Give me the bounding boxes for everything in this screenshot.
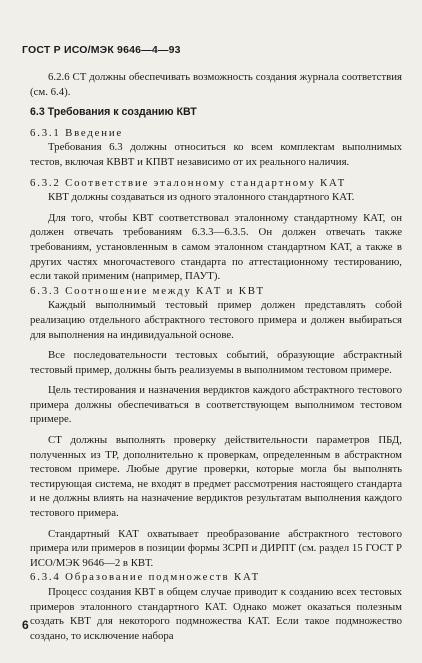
paragraph: Каждый выполнимый тестовый пример должен представлять собой реализацию отдельного абстрактного тестового примера и должен выбираться для выполнения на индивидуальной основе. [30, 299, 402, 341]
subsection-6-3-2-heading: 6.3.2 Соответствие эталонному стандартному КАТ [30, 176, 347, 189]
page-number: 6 [22, 618, 29, 632]
paragraph: Процесс создания КВТ в общем случае приводит к созданию всех тестовых примеров эталонного стандартного КАТ. Однако может оказаться полезным создать КВТ для некоторого подмножества КАТ. Если такое подмножество создано, то исключение набора [30, 586, 402, 642]
paragraph: КВТ должны создаваться из одного эталонного стандартного КАТ. [48, 191, 355, 204]
subsection-6-3-1-heading: 6.3.1 Введение [30, 126, 124, 139]
paragraph: Стандартный КАТ охватывает преобразование абстрактного тестового примера или примеров в позиции формы ЗСРП и ДИРПТ (см. раздел 15 ГОСТ Р ИСО/МЭК 9646—2 в КВТ. [30, 527, 402, 569]
paragraph: Все последовательности тестовых событий, образующие абстрактный тестовый пример, должны быть реализуемы в выполнимом тестовом примере. [30, 349, 402, 376]
subsection-6-3-3-heading: 6.3.3 Соотношение между КАТ и КВТ [30, 284, 265, 297]
subsection-6-3-4-heading: 6.3.4 Образование подмножеств КАТ [30, 571, 260, 584]
section-6-3-heading: 6.3 Требования к созданию КВТ [30, 106, 197, 119]
paragraph: Для того, чтобы КВТ соответствовал эталонному стандартному КАТ, он должен отвечать требованиям 6.3.3—6.3.5. Он должен отвечать также требованиям, установленным в самом эталонном стандартном КАТ, а также в других частях многочастевого стандарта по аттестационному тестированию, если такой применим (например, ПАУТ). [30, 211, 402, 283]
paragraph: СТ должны выполнять проверку действительности параметров ПБД, полученных из ТР, дополнительно к проверкам, определенным в абстрактном тестовом примере. Любые другие проверки, которые могла бы выполнять тестирующая система, не входят в предмет рассмотрения настоящего стандарта и не должны влиять на назначение вердиктов результатам выполнения каждого тестового примера. [30, 434, 402, 520]
running-header: ГОСТ Р ИСО/МЭК 9646—4—93 [22, 44, 181, 56]
paragraph: Требования 6.3 должны относиться ко всем комплектам выполнимых тестов, включая КВВТ и КПВТ независимо от их реального наличия. [30, 141, 402, 168]
body-text [30, 70, 402, 643]
clause-6-2-6: 6.2.6 СТ должны обеспечивать возможность создания журнала соответствия (см. 6.4). [30, 71, 402, 98]
paragraph: Цель тестирования и назначения вердиктов каждого абстрактного тестового примера должны обеспечиваться в соответствующем выполнимом тестовом примере. [30, 384, 402, 426]
